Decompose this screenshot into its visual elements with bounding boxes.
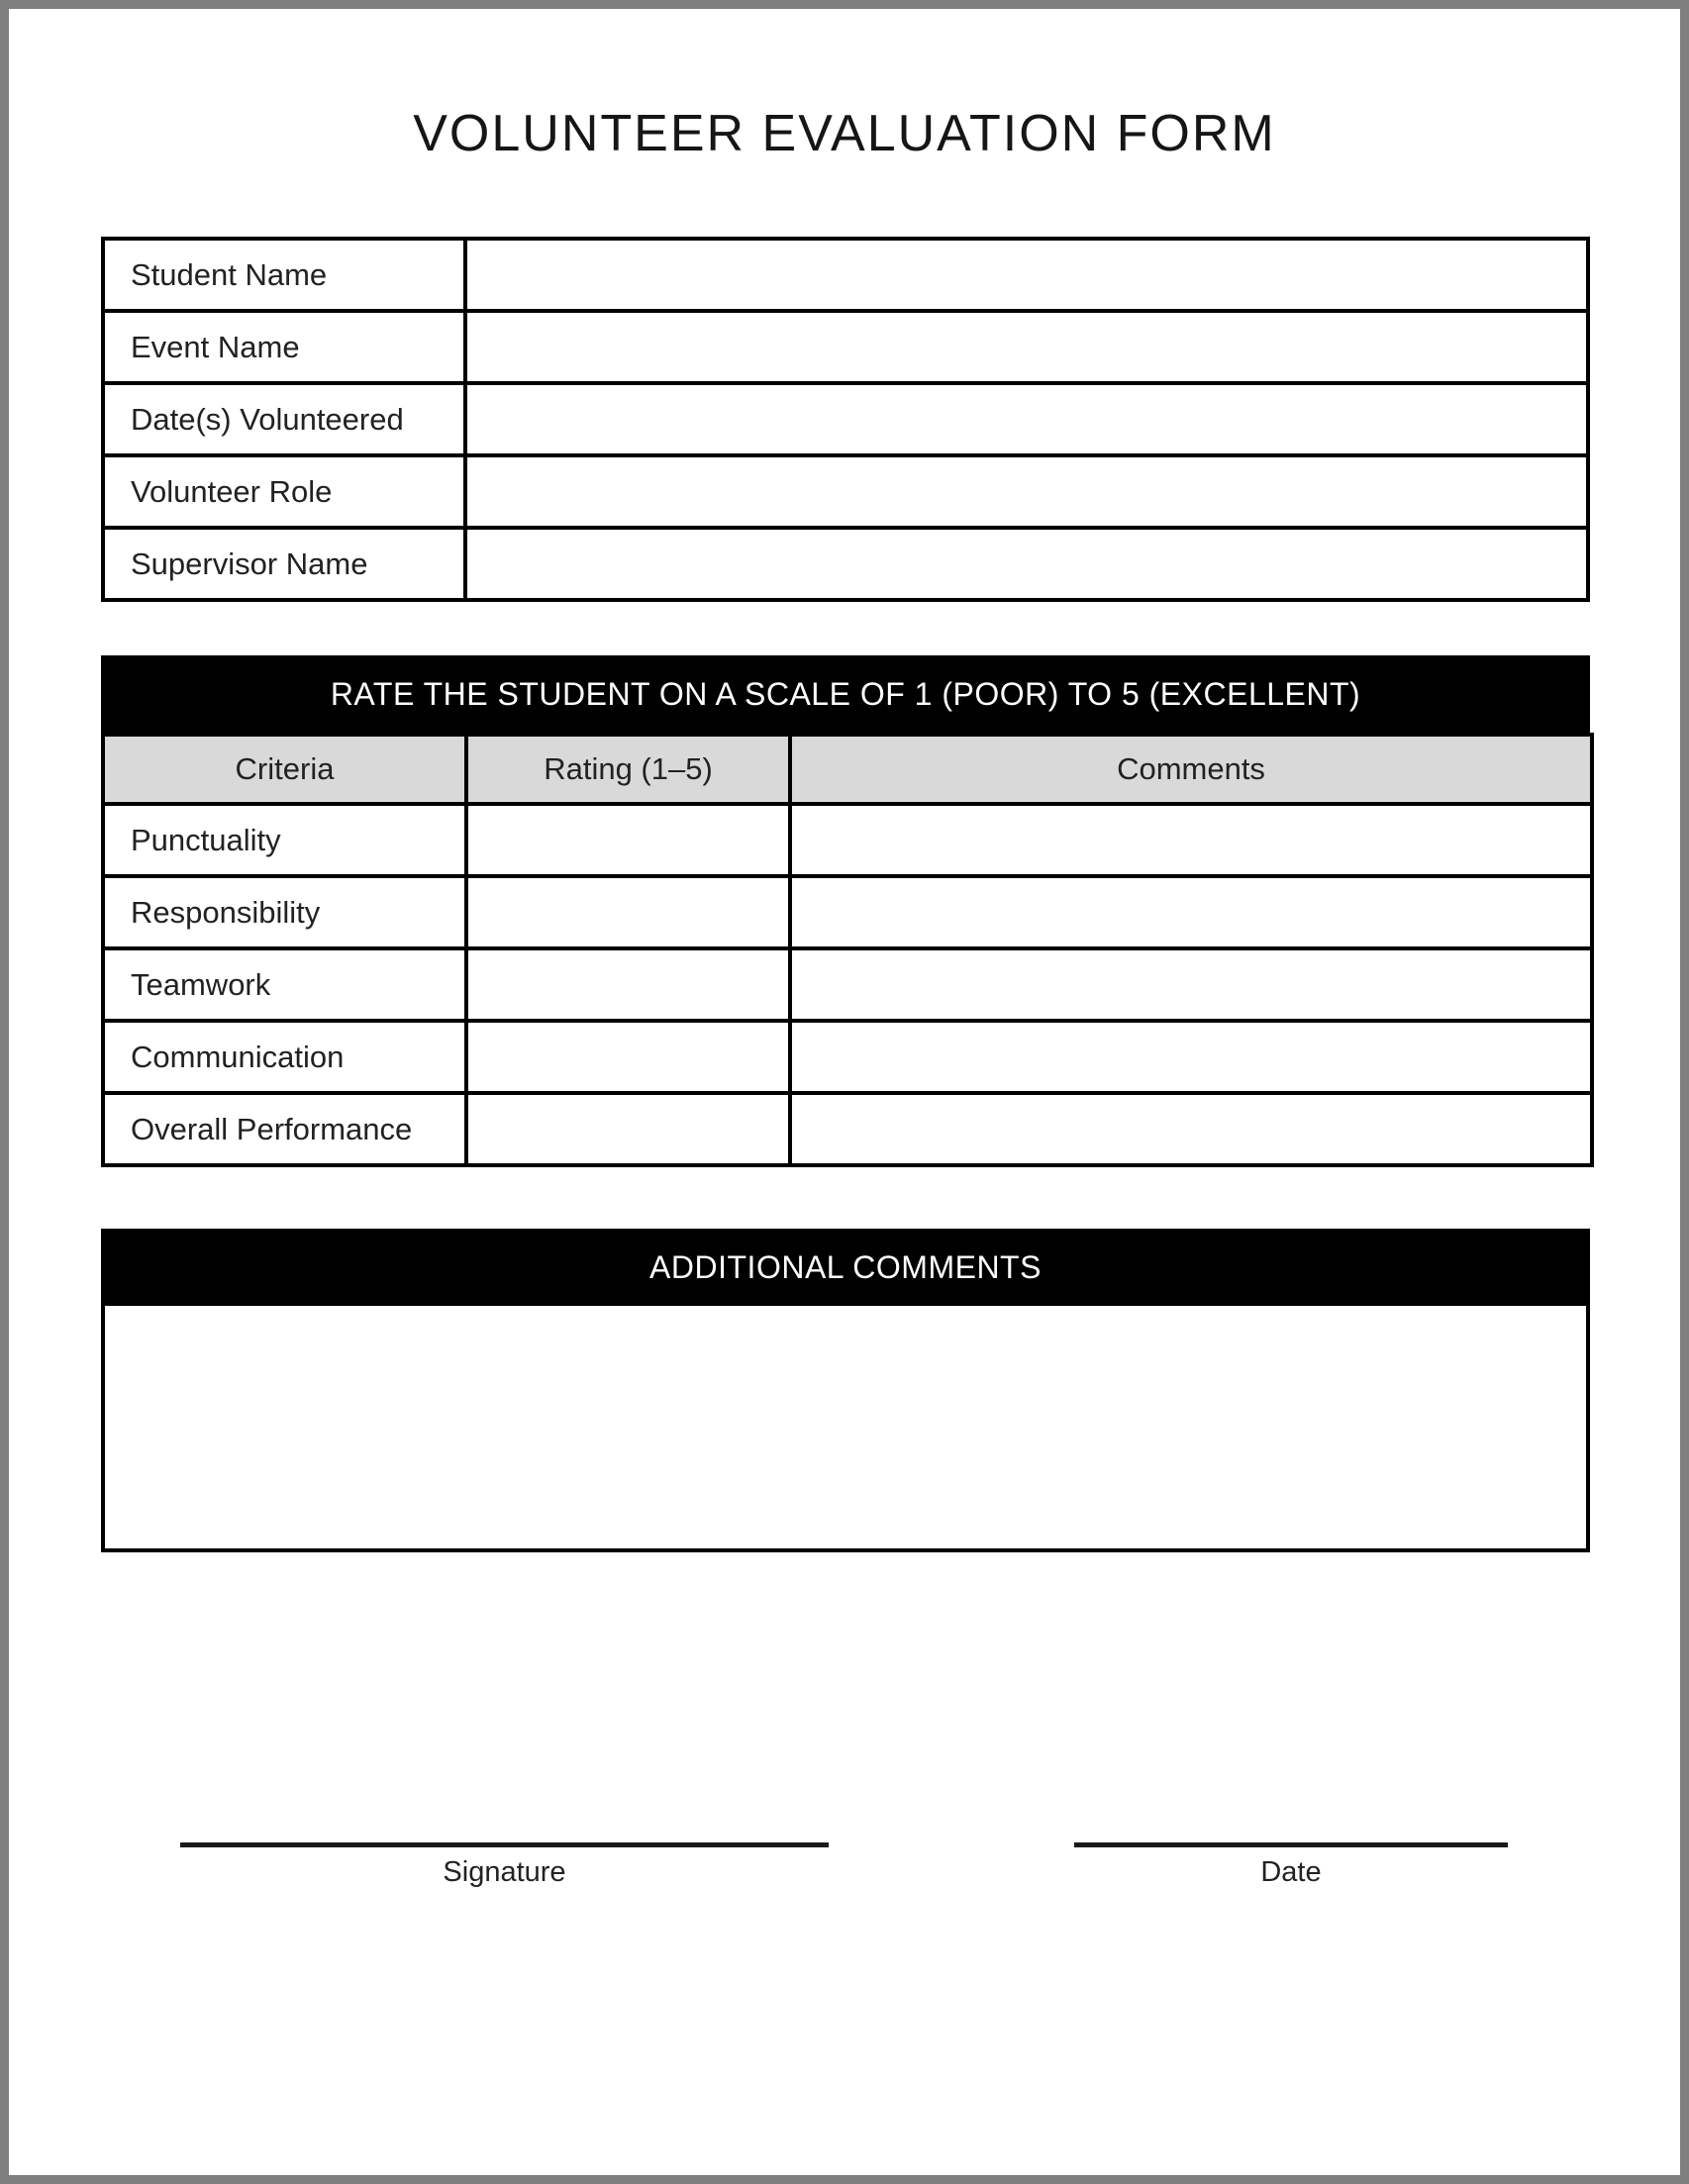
overall-performance-rating-field[interactable] [466, 1093, 790, 1165]
responsibility-rating-field[interactable] [466, 876, 790, 948]
responsibility-label: Responsibility [103, 876, 466, 948]
volunteer-role-label: Volunteer Role [103, 455, 465, 528]
student-name-label: Student Name [103, 239, 465, 311]
criteria-column-header: Criteria [103, 735, 466, 804]
additional-comments-section [101, 1229, 1590, 1552]
dates-volunteered-field[interactable] [465, 383, 1588, 455]
punctuality-rating-field[interactable] [466, 804, 790, 876]
supervisor-name-field[interactable] [465, 528, 1588, 600]
communication-rating-field[interactable] [466, 1021, 790, 1093]
table-row-dates-volunteered [103, 383, 1588, 455]
rating-column-header: Rating (1–5) [466, 735, 790, 804]
dates-volunteered-label: Date(s) Volunteered [103, 383, 465, 455]
teamwork-comments-field[interactable] [790, 948, 1592, 1021]
table-row-student-name [103, 239, 1588, 311]
comments-column-header: Comments [790, 735, 1592, 804]
event-name-label: Event Name [103, 311, 465, 383]
date-label: Date [1260, 1856, 1322, 1888]
rating-section-header: RATE THE STUDENT ON A SCALE OF 1 (POOR) TO 5 (EXCELLENT) [101, 655, 1590, 733]
teamwork-rating-field[interactable] [466, 948, 790, 1021]
overall-performance-label: Overall Performance [103, 1093, 466, 1165]
volunteer-role-field[interactable] [465, 455, 1588, 528]
signature-label: Signature [443, 1856, 566, 1888]
overall-performance-comments-field[interactable] [790, 1093, 1592, 1165]
rating-table [101, 733, 1594, 1167]
table-row-communication [103, 1021, 1592, 1093]
supervisor-name-label: Supervisor Name [103, 528, 465, 600]
table-row-responsibility [103, 876, 1592, 948]
event-name-field[interactable] [465, 311, 1588, 383]
communication-label: Communication [103, 1021, 466, 1093]
teamwork-label: Teamwork [103, 948, 466, 1021]
student-name-field[interactable] [465, 239, 1588, 311]
table-row-supervisor-name [103, 528, 1588, 600]
rating-table-header-row [103, 735, 1592, 804]
table-row-event-name [103, 311, 1588, 383]
communication-comments-field[interactable] [790, 1021, 1592, 1093]
page-title: VOLUNTEER EVALUATION FORM [413, 105, 1276, 162]
rating-section [101, 655, 1590, 1167]
form-page [9, 9, 1680, 2175]
additional-comments-area[interactable] [101, 1306, 1590, 1552]
signature-line[interactable] [180, 1842, 829, 1847]
table-row-volunteer-role [103, 455, 1588, 528]
table-row-overall-performance [103, 1093, 1592, 1165]
punctuality-label: Punctuality [103, 804, 466, 876]
table-row-punctuality [103, 804, 1592, 876]
responsibility-comments-field[interactable] [790, 876, 1592, 948]
volunteer-info-table [101, 237, 1590, 602]
table-row-teamwork [103, 948, 1592, 1021]
additional-comments-header: ADDITIONAL COMMENTS [101, 1229, 1590, 1306]
date-line[interactable] [1074, 1842, 1508, 1847]
punctuality-comments-field[interactable] [790, 804, 1592, 876]
